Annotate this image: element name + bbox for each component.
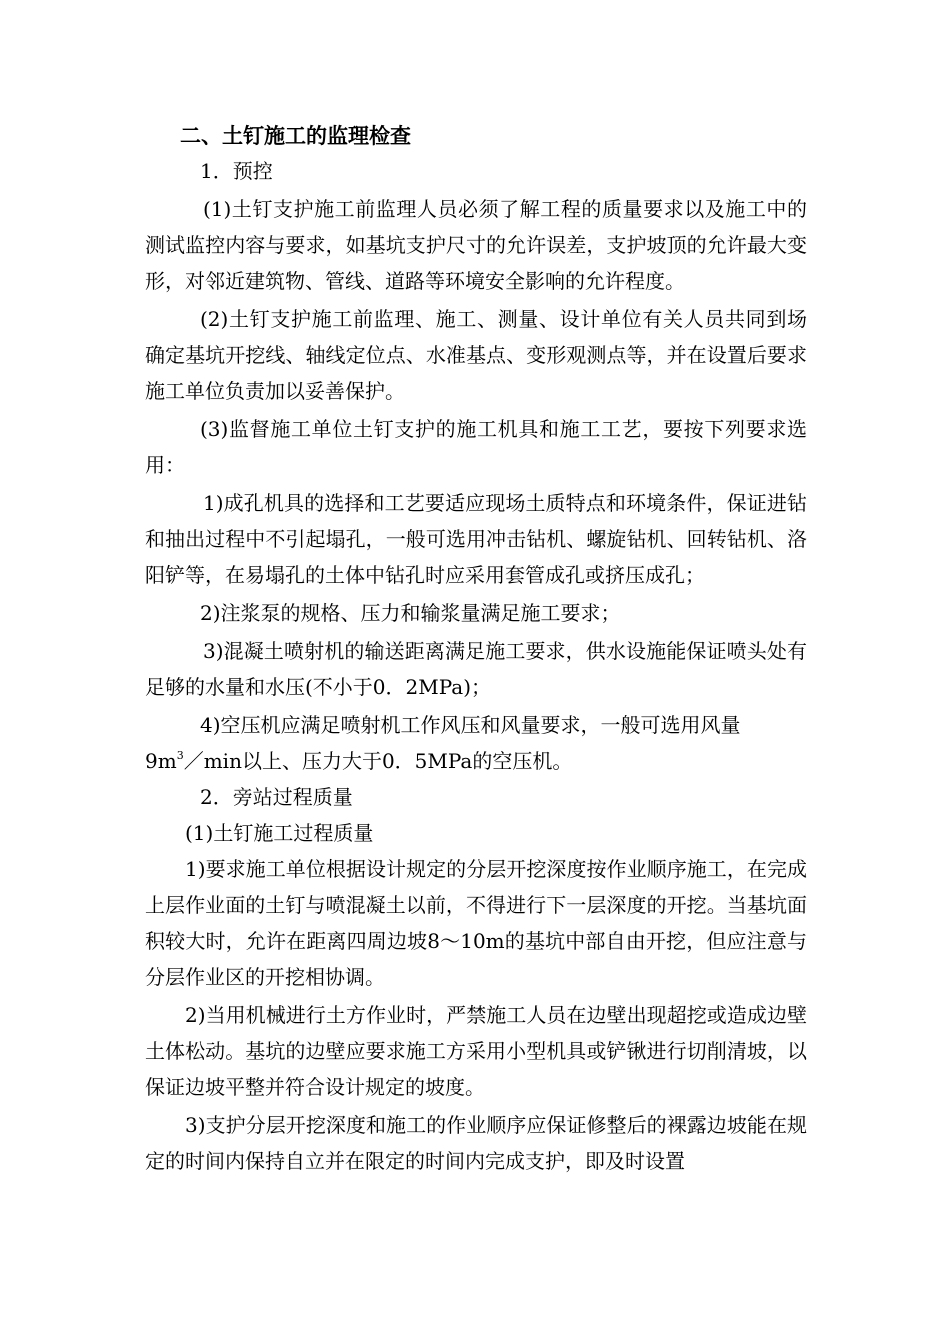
document-body (145, 119, 807, 1179)
paragraph-1: (1)土钉支护施工前监理人员必须了解工程的质量要求以及施工中的测试监控内容与要求，如基坑支护尺寸的允许误差，支护坡顶的允许最大变形，对邻近建筑物、管线、道路等环境安全影响的允许程度。 (145, 197, 807, 293)
subheading-precontrol: 1．预控 (200, 159, 273, 183)
paragraph-3: (3)监督施工单位土钉支护的施工机具和施工工艺，要按下列要求选用： (145, 417, 807, 477)
paragraph-4-item-3: 3)支护分层开挖深度和施工的作业顺序应保证修整后的裸露边坡能在规定的时间内保持自立并在限定的时间内完成支护，即及时设置 (145, 1113, 807, 1173)
paragraph-2: (2)土钉支护施工前监理、施工、测量、设计单位有关人员共同到场确定基坑开挖线、轴线定位点、水准基点、变形观测点等，并在设置后要求施工单位负责加以妥善保护。 (145, 307, 807, 403)
paragraph-3-item-2: 2)注浆泵的规格、压力和输浆量满足施工要求； (200, 601, 621, 625)
paragraph-4: (1)土钉施工过程质量 (185, 821, 374, 845)
paragraph-3-item-4 (145, 707, 807, 779)
section-heading: 二、土钉施工的监理检查 (180, 123, 411, 148)
paragraph-4-item-1: 1)要求施工单位根据设计规定的分层开挖深度按作业顺序施工，在完成上层作业面的土钉与喷混凝土以前，不得进行下一层深度的开挖。当基坑面积较大时，允许在距离四周边坡8～10m的基坑中部自由开挖，但应注意与分层作业区的开挖相协调。 (145, 857, 807, 989)
cubic-superscript: 3 (176, 749, 184, 762)
paragraph-3-item-4-line-1: 4)空压机应满足喷射机工作风压和风量要求，一般可选用风量 (200, 713, 741, 737)
paragraph-4-item-2: 2)当用机械进行土方作业时，严禁施工人员在边壁出现超挖或造成边壁土体松动。基坑的边壁应要求施工方采用小型机具或铲锹进行切削清坡，以保证边坡平整并符合设计规定的坡度。 (145, 1003, 807, 1099)
paragraph-3-item-1: 1)成孔机具的选择和工艺要适应现场土质特点和环境条件，保证进钻和抽出过程中不引起塌孔，一般可选用冲击钻机、螺旋钻机、回转钻机、洛阳铲等，在易塌孔的土体中钻孔时应采用套管成孔或挤压成孔； (145, 491, 807, 587)
flow-value: 9m (145, 749, 177, 773)
flow-unit-text: ／min以上、压力大于0．5MPa的空压机。 (183, 749, 573, 773)
subheading-supervision: 2．旁站过程质量 (200, 785, 353, 809)
paragraph-3-item-4-line-2 (145, 743, 807, 779)
paragraph-3-item-3: 3)混凝土喷射机的输送距离满足施工要求，供水设施能保证喷头处有足够的水量和水压(不小于0．2MPa)； (145, 639, 807, 699)
